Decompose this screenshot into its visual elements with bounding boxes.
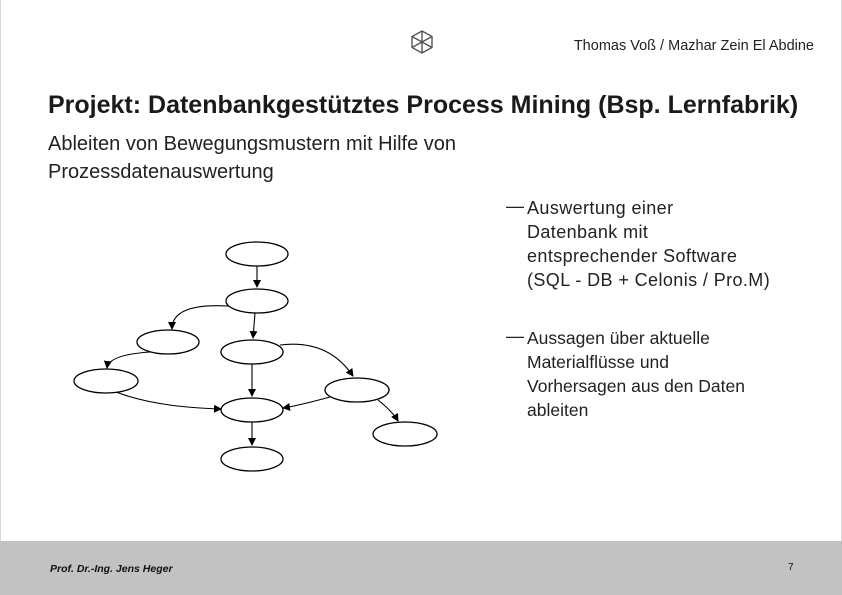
process-node xyxy=(221,340,283,364)
flow-edge xyxy=(107,352,150,368)
flow-edge xyxy=(253,313,255,338)
process-node xyxy=(373,422,437,446)
footer-bar xyxy=(0,541,842,595)
footer-author: Prof. Dr.-Ing. Jens Heger xyxy=(50,563,173,575)
bullet-marker: — xyxy=(506,196,524,216)
flow-edge xyxy=(280,344,353,376)
process-node xyxy=(226,289,288,313)
flow-edge xyxy=(172,306,228,329)
header-authors: Thomas Voß / Mazhar Zein El Abdine xyxy=(573,38,814,54)
slide-subtitle: Ableiten von Bewegungsmustern mit Hilfe von Prozessdatenauswertung xyxy=(48,133,456,183)
process-flow-diagram xyxy=(60,230,480,480)
slide-border-left xyxy=(0,0,1,541)
bullet-text: Aussagen über aktuelle Materialflüsse und Vorhersagen aus den Daten ableiten xyxy=(527,328,745,420)
process-node xyxy=(221,447,283,471)
process-node xyxy=(74,369,138,393)
flow-edge xyxy=(116,392,221,409)
bullet-text: Auswertung einer Datenbank mit entsprechender Software (SQL - DB + Celonis / Pro.M) xyxy=(527,198,771,290)
process-node xyxy=(137,330,199,354)
page-number: 7 xyxy=(788,562,794,573)
slide-title: Projekt: Datenbankgestütztes Process Mining (Bsp. Lernfabrik) xyxy=(48,91,799,119)
process-node xyxy=(325,378,389,402)
bullet-marker: — xyxy=(506,326,524,346)
flow-edge xyxy=(378,400,398,421)
process-node xyxy=(226,242,288,266)
process-node xyxy=(221,398,283,422)
cube-icon xyxy=(408,28,436,56)
flow-edge xyxy=(283,397,330,408)
